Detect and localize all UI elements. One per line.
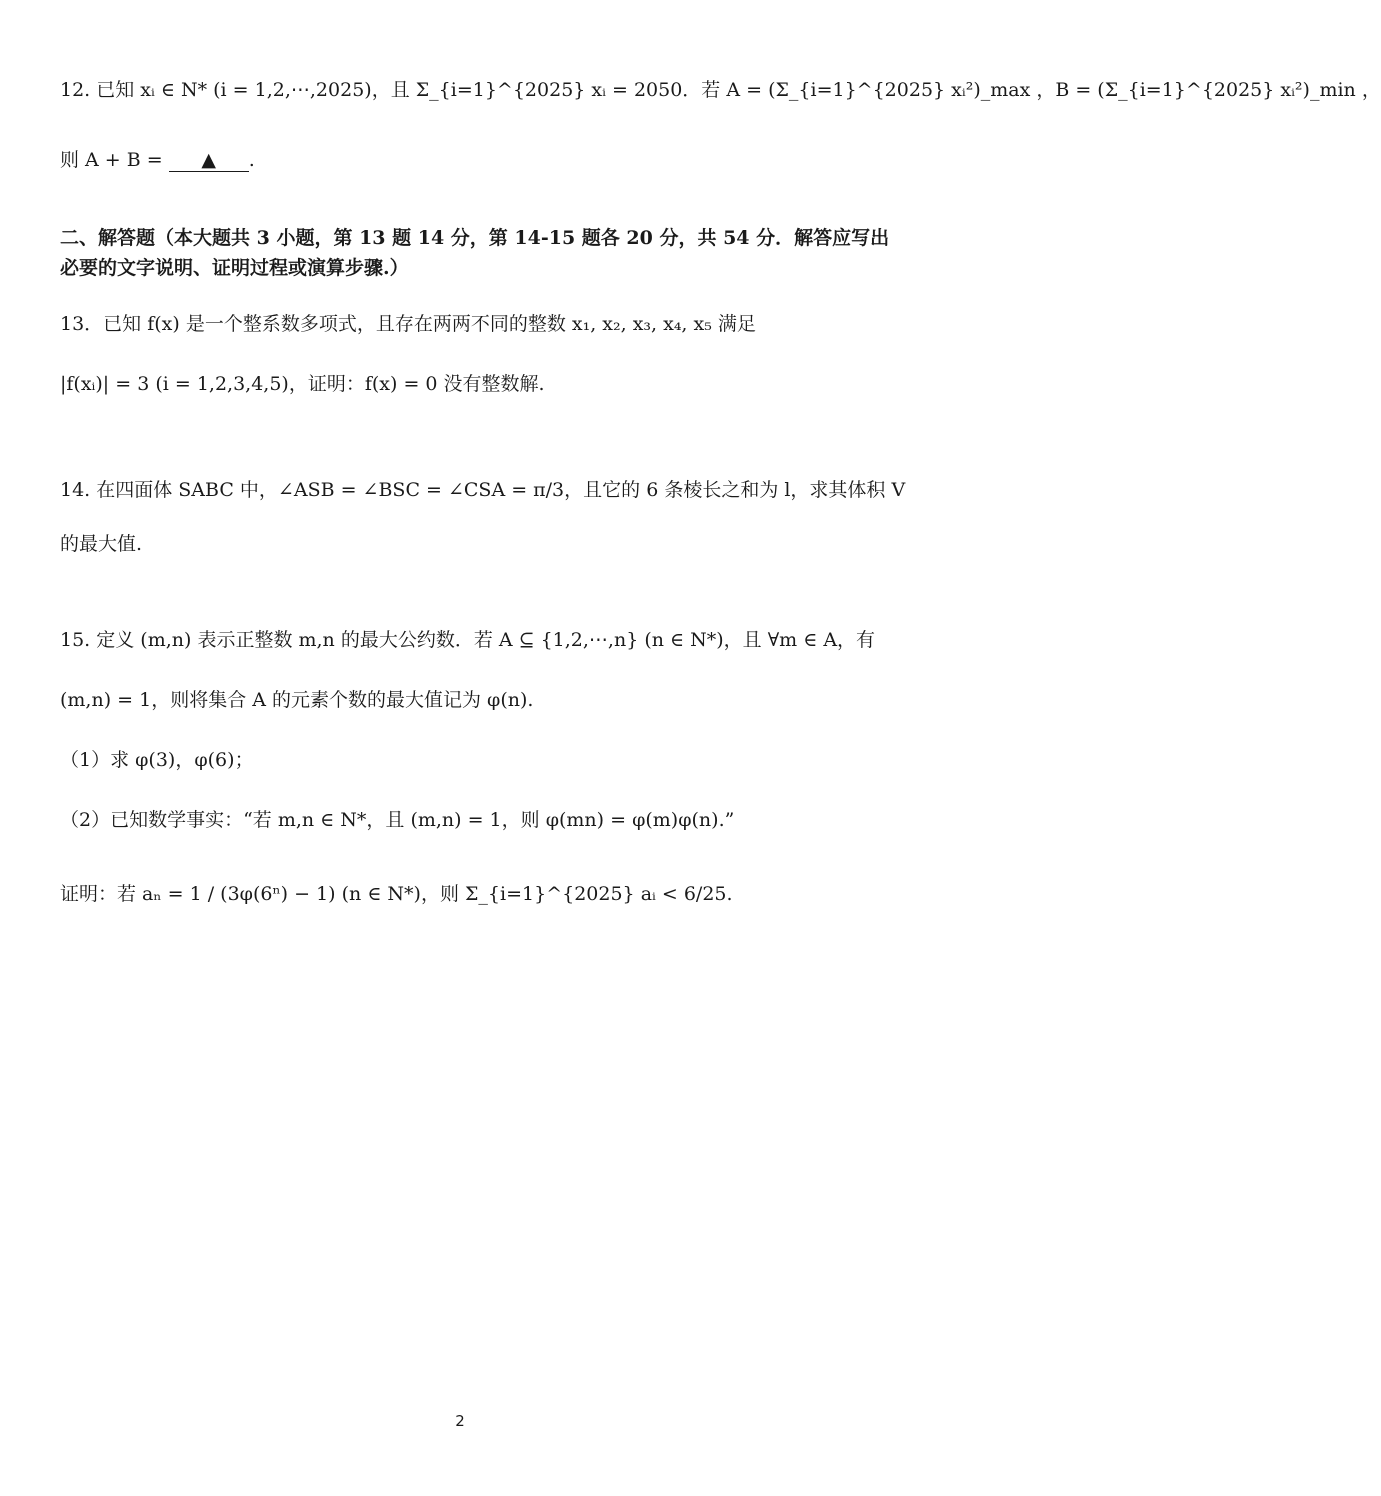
problem-15-definition-continued: (m,n) = 1，则将集合 A 的元素个数的最大值记为 φ(n). <box>60 689 534 711</box>
problem-12-statement: 12. 已知 xᵢ ∈ N* (i = 1,2,⋯,2025)，且 Σ_{i=1}^{2025} xᵢ = 2050．若 A = (Σ_{i=1}^{2025} xᵢ²)_max ，B = (Σ_{i=1}^{2025} xᵢ²)_min ， <box>60 79 1381 101</box>
problem-14-statement: 14. 在四面体 SABC 中，∠ASB = ∠BSC = ∠CSA = π/3，且它的 6 条棱长之和为 l，求其体积 V <box>60 479 906 501</box>
problem-15-part-1: （1）求 φ(3)，φ(6)； <box>60 749 254 771</box>
problem-12-answer-suffix: . <box>248 149 255 171</box>
problem-14-continued: 的最大值. <box>60 533 143 555</box>
problem-12-answer-prefix: 则 A + B = <box>60 149 163 171</box>
page-number: 2 <box>455 1412 465 1430</box>
section-2-heading-continued: 必要的文字说明、证明过程或演算步骤.） <box>60 257 409 279</box>
problem-15-definition: 15. 定义 (m,n) 表示正整数 m,n 的最大公约数．若 A ⊆ {1,2,⋯,n} (n ∈ N*)，且 ∀m ∈ A，有 <box>60 629 876 651</box>
answer-blank <box>169 149 249 172</box>
problem-12-answer-line <box>60 146 880 174</box>
problem-13-condition: |f(xᵢ)| = 3 (i = 1,2,3,4,5)，证明：f(x) = 0 没有整数解. <box>60 373 545 395</box>
answer-triangle-mark: ▲ <box>201 149 217 171</box>
problem-13-statement: 13．已知 f(x) 是一个整系数多项式，且存在两两不同的整数 x₁, x₂, x₃, x₄, x₅ 满足 <box>60 313 756 335</box>
problem-15-proof: 证明：若 aₙ = 1 / (3φ(6ⁿ) − 1) (n ∈ N*)，则 Σ_{i=1}^{2025} aᵢ < 6/25. <box>60 883 733 905</box>
section-2-heading: 二、解答题（本大题共 3 小题，第 13 题 14 分，第 14-15 题各 20 分，共 54 分．解答应写出 <box>60 227 890 249</box>
problem-15-part-2: （2）已知数学事实：“若 m,n ∈ N*，且 (m,n) = 1，则 φ(mn) = φ(m)φ(n).” <box>60 809 735 831</box>
